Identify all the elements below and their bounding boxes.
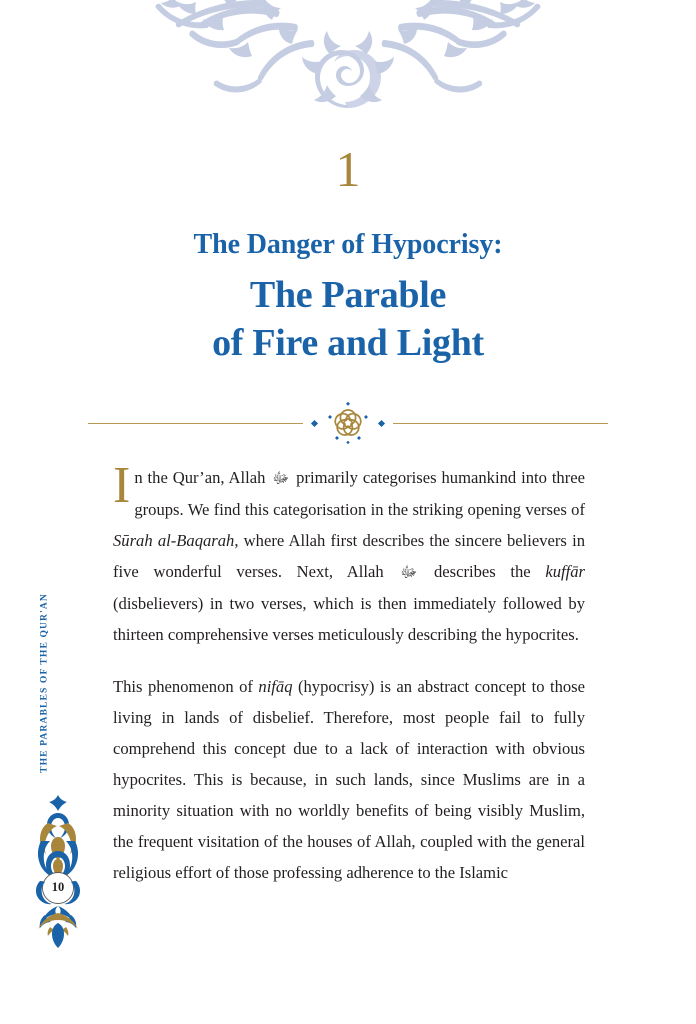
folio-number-text: 10 <box>51 880 65 894</box>
text-run: (disbelievers) in two verses, which is then immediately followed by thirteen comprehensive verses meticulously describing the hypocrites. <box>113 594 585 644</box>
chapter-number: 1 <box>335 141 361 197</box>
text-run: describes the <box>419 562 546 581</box>
drop-cap: I <box>113 457 131 514</box>
chapter-title <box>0 225 696 367</box>
running-head <box>33 578 55 788</box>
transliterated-term: Sūrah al-Baqarah <box>113 531 235 550</box>
rosette-ornament-icon <box>326 401 370 445</box>
divider-rule-right <box>393 423 608 424</box>
text-run: , where Allah first describes the sincere believers in five wonderful verses. Next, Allah <box>113 531 585 581</box>
transliterated-term: nifāq <box>258 677 293 696</box>
honorific-glyph-icon: ﷻ <box>400 563 418 581</box>
margin-ornament <box>28 793 88 953</box>
text-run: This phenomenon of <box>113 677 259 696</box>
section-divider <box>88 400 608 446</box>
honorific-glyph-icon: ﷻ <box>272 469 290 487</box>
text-run: (hypocrisy) is an abstract concept to those living in lands of disbelief. Therefore, most people fail to fully comprehend this concept due to a lack of interaction with obvious hypocrites. This is because, in such lands, since Muslims are in a minority situation with no worldly benefits of being visibly Muslim, the frequent visitation of the houses of Allah, coupled with the general religious effort of those professing adherence to the Islamic <box>113 677 585 882</box>
text-run: n the Qur’an, Allah <box>134 468 271 487</box>
header-ornament <box>0 0 696 118</box>
divider-diamond-left <box>311 419 318 426</box>
body-text-column <box>113 457 585 888</box>
chapter-subtitle-line: The Danger of Hypocrisy: <box>193 229 503 260</box>
paragraph-2-runs <box>113 677 585 882</box>
divider-rule-left <box>88 423 303 424</box>
text-run: primarily categorises humankind into three groups. We find this categorisation in the striking opening verses of <box>134 468 585 519</box>
transliterated-term: kuffār <box>545 562 585 581</box>
paragraph-1-runs <box>113 468 585 644</box>
paragraph-2 <box>113 671 585 888</box>
chapter-title-line-2: of Fire and Light <box>212 322 484 364</box>
running-head-text: THE PARABLES OF THE QUR'AN <box>38 593 50 773</box>
paragraph-1 <box>113 457 585 650</box>
divider-diamond-right <box>378 419 385 426</box>
chapter-title-line-1: The Parable <box>249 274 447 316</box>
